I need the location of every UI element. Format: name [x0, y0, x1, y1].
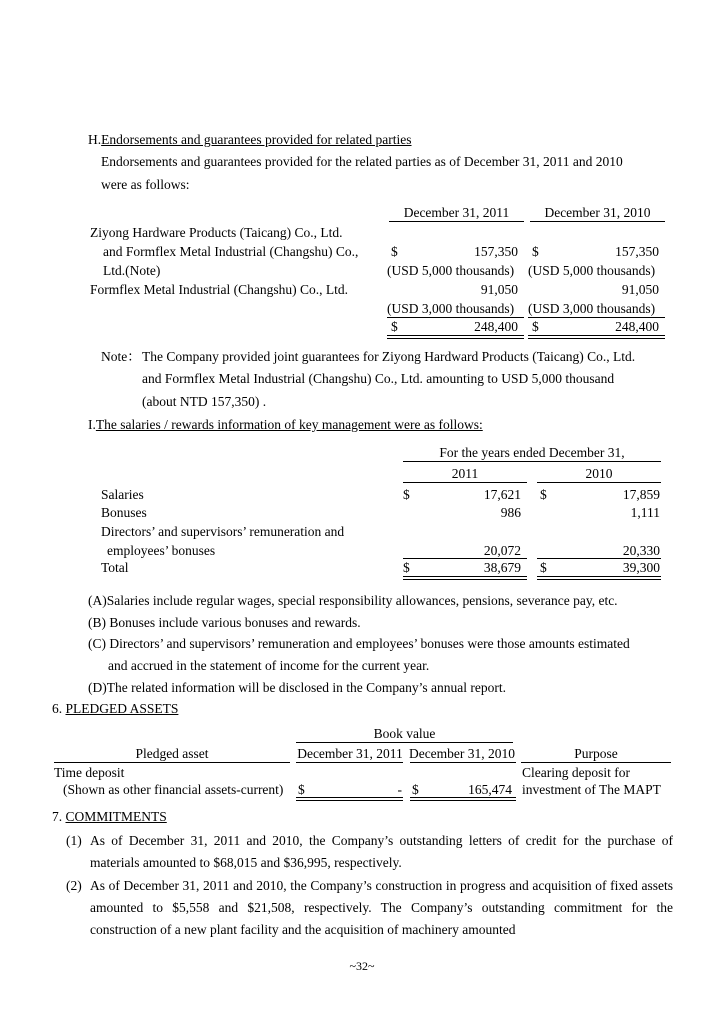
pledged-row-label2: (Shown as other financial assets-current) [63, 782, 284, 797]
i-period-rule [403, 461, 661, 462]
i-row-label: employees’ bonuses [107, 543, 216, 558]
h-col-header-rule-2010 [530, 221, 665, 222]
i-note-d: (D)The related information will be disclosed in the Company’s annual report. [88, 680, 507, 695]
h-total-currency: $ [391, 319, 398, 334]
pledged-purpose2: investment of The MAPT [522, 782, 661, 797]
pledged-col-asset: Pledged asset [135, 746, 209, 761]
i-total-double-rule-2011 [403, 576, 527, 580]
h-total-double-rule-2011 [387, 335, 524, 339]
h-total-double-rule-2010 [528, 335, 665, 339]
pledged-col-rule-2010 [410, 762, 516, 763]
h-total-value-2010: 248,400 [615, 319, 659, 334]
i-row-value-2011: 20,072 [483, 543, 521, 558]
i-col-rule-2010 [537, 482, 661, 483]
section-7-heading: 7. COMMITMENTS [52, 809, 167, 824]
i-row-value-2010: 17,859 [622, 487, 660, 502]
h-total-value-2011: 248,400 [474, 319, 518, 334]
section-h-intro-line1: Endorsements and guarantees provided for the related parties as of December 31, 2011 and 2010 [101, 154, 623, 169]
i-row-value-2010: 1,111 [630, 505, 660, 520]
i-note-a: (A)Salaries include regular wages, special responsibility allowances, pensions, severance pay, etc. [88, 593, 618, 608]
i-row-value-2011: 17,621 [483, 487, 521, 502]
h-col-header-2011: December 31, 2011 [403, 205, 510, 220]
h-total-currency: $ [532, 319, 539, 334]
h-row-label: Ziyong Hardware Products (Taicang) Co., Ltd. [90, 225, 343, 240]
h-row-value-2010: (USD 3,000 thousands) [528, 301, 656, 316]
i-note-c-cont: and accrued in the statement of income for the current year. [108, 658, 430, 673]
pledged-currency-2010: $ [412, 782, 419, 797]
i-row-label: Directors’ and supervisors’ remuneration and [101, 524, 345, 539]
pledged-book-value-header: Book value [373, 726, 436, 741]
i-total-value-2011: 38,679 [483, 560, 521, 575]
pledged-book-value-rule [296, 742, 513, 743]
pledged-currency-2011: $ [298, 782, 305, 797]
i-row-label: Salaries [101, 487, 144, 502]
pledged-row-label1: Time deposit [54, 765, 125, 780]
h-row-currency: $ [532, 244, 539, 259]
pledged-purpose1: Clearing deposit for [522, 765, 630, 780]
i-row-value-2011: 986 [500, 505, 521, 520]
i-row-value-2010: 20,330 [622, 543, 660, 558]
h-note-line1: The Company provided joint guarantees for Ziyong Hardward Products (Taicang) Co., Ltd. [142, 349, 636, 364]
i-total-value-2010: 39,300 [622, 560, 660, 575]
h-row-label: Ltd.(Note) [103, 263, 161, 278]
commitment-1-text: As of December 31, 2011 and 2010, the Company’s outstanding letters of credit for the purchase of materials amounted to $68,015 and $36,995, respectively. [90, 833, 673, 870]
i-total-currency: $ [540, 560, 547, 575]
h-col-header-rule-2011 [389, 221, 524, 222]
section-h-intro-line2: were as follows: [101, 177, 190, 192]
pledged-col-rule-2011 [296, 762, 403, 763]
i-col-rule-2011 [403, 482, 527, 483]
i-row-label: Bonuses [101, 505, 147, 520]
i-col-header-2010: 2010 [585, 466, 613, 481]
h-row-value-2010: 91,050 [621, 282, 659, 297]
i-note-b: (B) Bonuses include various bonuses and rewards. [88, 615, 361, 630]
commitment-2-number: (2) [66, 878, 82, 893]
pledged-col-rule-asset [54, 762, 290, 763]
h-row-label: and Formflex Metal Industrial (Changshu) Co., [103, 244, 359, 259]
commitment-1-number: (1) [66, 833, 82, 848]
i-row-currency: $ [403, 487, 410, 502]
h-note-label: Note： [101, 349, 141, 364]
h-row-value-2011: 157,350 [474, 244, 518, 259]
i-total-currency: $ [403, 560, 410, 575]
pledged-double-rule-2010 [410, 797, 516, 801]
h-col-header-2010: December 31, 2010 [544, 205, 651, 220]
section-6-heading: 6. PLEDGED ASSETS [52, 701, 179, 716]
commitment-2-text: As of December 31, 2011 and 2010, the Company’s construction in progress and acquisition of fixed assets amounted to $5,558 and $21,508, respectively. The Company’s outstanding commitment for the construction of a new plant facility and the acquisition of machinery amounted [90, 878, 673, 937]
i-note-c: (C) Directors’ and supervisors’ remuneration and employees’ bonuses were those amounts estimated [88, 636, 630, 651]
h-row-value-2010: 157,350 [615, 244, 659, 259]
h-row-value-2011: (USD 3,000 thousands) [387, 301, 515, 316]
h-row-currency: $ [391, 244, 398, 259]
pledged-value-2010: 165,474 [468, 782, 512, 797]
i-col-header-2011: 2011 [451, 466, 479, 481]
pledged-col-2011: December 31, 2011 [297, 746, 403, 761]
h-note-line2: and Formflex Metal Industrial (Changshu) Co., Ltd. amounting to USD 5,000 thousand [142, 371, 615, 386]
h-row-value-2011: (USD 5,000 thousands) [387, 263, 515, 278]
pledged-double-rule-2011 [296, 797, 403, 801]
pledged-col-rule-purpose [521, 762, 671, 763]
h-row-value-2010: (USD 5,000 thousands) [528, 263, 656, 278]
h-row-label: Formflex Metal Industrial (Changshu) Co., Ltd. [90, 282, 348, 297]
section-i-heading: I.The salaries / rewards information of key management were as follows: [88, 417, 483, 432]
i-total-double-rule-2010 [537, 576, 661, 580]
pledged-col-purpose: Purpose [574, 746, 618, 761]
section-h-heading: H.Endorsements and guarantees provided for related parties [88, 132, 412, 147]
i-row-label: Total [101, 560, 129, 575]
page-number: ~32~ [349, 959, 375, 973]
pledged-col-2010: December 31, 2010 [408, 746, 516, 761]
h-row-value-2011: 91,050 [480, 282, 518, 297]
pledged-value-2011: - [397, 782, 402, 797]
h-note-line3: (about NTD 157,350) . [142, 394, 267, 409]
i-row-currency: $ [540, 487, 547, 502]
i-period-header: For the years ended December 31, [439, 445, 625, 460]
